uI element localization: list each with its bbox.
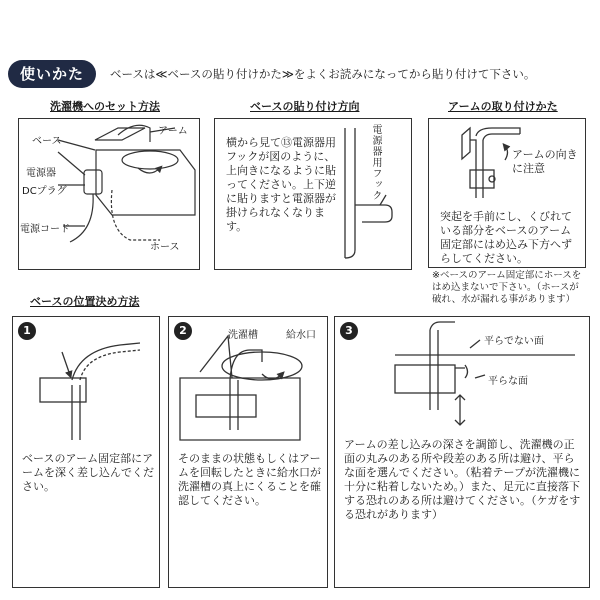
step-1-number: 1 bbox=[18, 322, 36, 340]
label-hose: ホース bbox=[150, 242, 180, 253]
attach-direction-title: ベースの貼り付け方向 bbox=[250, 100, 360, 113]
label-power-cord: 電源コード bbox=[20, 224, 70, 235]
label-uneven-surface: 平らでない面 bbox=[484, 336, 544, 347]
step-1-text: ベースのアーム固定部にアームを深く差し込んでください。 bbox=[22, 452, 154, 493]
label-flat-surface: 平らな面 bbox=[488, 376, 528, 387]
usage-badge: 使いかた bbox=[8, 60, 96, 88]
step-2-number: 2 bbox=[174, 322, 192, 340]
attach-direction-text: 横から見て⑬電源器用フックが図のように、上向きになるように貼ってください。上下逆に貼りますと電源器が掛けられなくなります。 bbox=[226, 136, 336, 233]
step-3-text: アームの差し込みの深さを調節し、洗濯機の正面の丸みのある所や段差のある所は避け、平らな面を選んでください。（粘着テープが洗濯機に十分に粘着しないため。）また、足元に直接落下する恐れのある所は避けてください。（ケガをする恐れがあります） bbox=[344, 438, 581, 521]
position-title: ベースの位置決め方法 bbox=[30, 295, 140, 308]
arm-attach-title: アームの取り付けかた bbox=[448, 100, 558, 113]
set-method-title: 洗濯機へのセット方法 bbox=[50, 100, 160, 113]
hook-label: 電源器用フック bbox=[370, 124, 381, 201]
arm-warning: ※ベースのアーム固定部にホースをはめ込まないで下さい。（ホースが破れ、水が漏れる事があります） bbox=[432, 270, 582, 305]
step-3-number: 3 bbox=[340, 322, 358, 340]
label-tub: 洗濯槽 bbox=[228, 330, 258, 341]
step-2-text: そのままの状態もしくはアームを回転したときに給水口が洗濯槽の真上にくることを確認してください。 bbox=[178, 452, 321, 507]
arm-direction-note: アームの向きに注意 bbox=[512, 148, 578, 175]
arm-attach-text: 突起を手前にし、くびれている部分をベースのアーム固定部にはめ込み下方へずらしてください。 bbox=[440, 210, 572, 265]
intro-text: ベースは≪ベースの貼り付けかた≫をよくお読みになってから貼り付けて下さい。 bbox=[110, 67, 536, 81]
label-base: ベース bbox=[32, 136, 62, 147]
label-dc-plug: DCプラグ bbox=[22, 186, 67, 197]
label-arm: アーム bbox=[158, 126, 188, 137]
label-power-device: 電源器 bbox=[26, 168, 56, 179]
label-inlet: 給水口 bbox=[286, 330, 316, 341]
